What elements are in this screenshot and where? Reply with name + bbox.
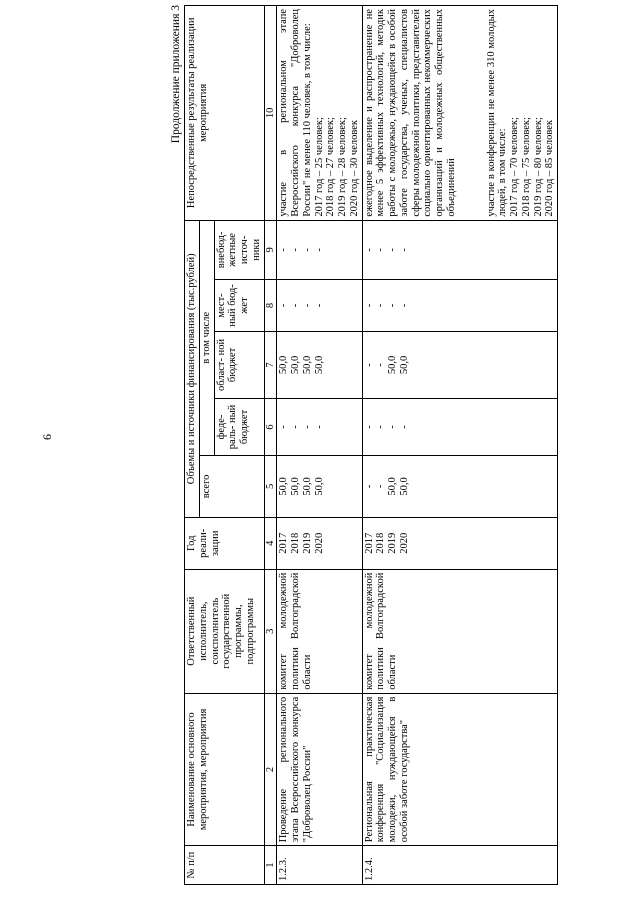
header-federal: феде- раль- ный бюджет [214, 399, 264, 456]
total-value: 50,0 [290, 477, 301, 496]
total-value: 50,0 [387, 477, 398, 496]
header-results: Непосредственные результаты реализации мероприятия [185, 6, 265, 221]
result-line: 2018 год – 75 человек; [520, 117, 532, 217]
year-value: 2018 [290, 532, 301, 554]
federal-value: - [290, 425, 301, 429]
index-cell: 2 [264, 693, 277, 846]
extra-value: - [363, 248, 375, 252]
extra-value: - [278, 248, 290, 252]
federal-value: - [398, 425, 410, 429]
regional-value: 50,0 [301, 355, 313, 375]
result-line: 2020 год – 85 человек [544, 119, 556, 217]
result-line: 2017 год – 70 человек; [509, 117, 520, 217]
regional-value: - [363, 363, 375, 367]
total-value: 50,0 [398, 477, 410, 496]
result-line: 2018 год – 27 человек; [325, 117, 337, 217]
header-regional: област- ной бюджет [214, 331, 264, 398]
page-number: 6 [40, 434, 54, 440]
year-value: 2020 [398, 532, 410, 554]
index-cell: 7 [264, 331, 277, 398]
program-table [184, 5, 558, 885]
extra-cell [362, 220, 558, 279]
event-name: Региональная практическая конференция "Социализация молодежи, нуждающейся в особой заботе государства" [362, 693, 558, 846]
index-cell: 8 [264, 280, 277, 332]
header-year: Год реали- зации [185, 517, 265, 569]
index-cell: 10 [264, 6, 277, 221]
index-cell: 5 [264, 455, 277, 517]
index-cell: 9 [264, 220, 277, 279]
local-cell [362, 280, 558, 332]
header-local: мест- ный бюд- жет [214, 280, 264, 332]
index-cell: 4 [264, 517, 277, 569]
years-cell [362, 517, 558, 569]
local-value: - [313, 303, 325, 308]
header-num: № п/п [185, 846, 265, 885]
table-row [277, 6, 362, 885]
federal-value: - [301, 425, 313, 429]
year-value: 2017 [363, 532, 375, 554]
header-executor: Ответственный исполнитель, соисполнитель государственной программы, подпрограммы [185, 569, 265, 693]
total-value: - [363, 484, 375, 489]
local-value: - [301, 303, 313, 308]
result-spacer [458, 9, 486, 217]
result-line: 2017 год – 25 человек; [313, 117, 325, 217]
column-index-row [264, 6, 277, 885]
local-value: - [387, 303, 398, 308]
row-number: 1.2.4. [362, 846, 558, 885]
header-name: Наименование основного мероприятия, мероприятия [185, 693, 265, 846]
executor: комитет молодежной политики Волгоградской области [362, 569, 558, 693]
total-value: 50,0 [278, 477, 290, 496]
federal-value: - [363, 425, 375, 429]
total-cell [277, 455, 362, 517]
extra-value: - [301, 248, 313, 252]
local-value: - [290, 303, 301, 308]
year-value: 2017 [278, 532, 290, 554]
extra-value: - [290, 248, 301, 252]
result-line: 2020 год – 30 человек [348, 119, 360, 217]
table-row [362, 6, 558, 885]
result-line: 2019 год – 28 человек; [337, 117, 348, 217]
header-including: в том числе [199, 220, 214, 455]
total-value: 50,0 [313, 477, 325, 496]
executor: комитет молодежной политики Волгоградской области [277, 569, 362, 693]
regional-value: 50,0 [313, 355, 325, 375]
regional-value: - [375, 363, 387, 367]
header-financing: Объемы и источники финансирования (тыс.рублей) [185, 220, 200, 517]
years-cell [277, 517, 362, 569]
regional-value: 50,0 [290, 355, 301, 375]
federal-cell [277, 399, 362, 456]
local-value: - [398, 303, 410, 308]
index-cell: 1 [264, 846, 277, 885]
regional-cell [277, 331, 362, 398]
row-number: 1.2.3. [277, 846, 362, 885]
local-value: - [363, 303, 375, 308]
regional-value: 50,0 [387, 355, 398, 375]
total-cell [362, 455, 558, 517]
year-value: 2019 [301, 532, 313, 554]
total-value: 50,0 [301, 477, 313, 496]
result-line: участие в региональном этапе Всероссийского конкурса "Доброволец России" не менее 110 человек, в том числе: [278, 9, 313, 217]
result-line: 2019 год – 80 человек; [532, 117, 544, 217]
extra-value: - [375, 248, 387, 252]
total-value: - [375, 484, 387, 489]
header-total: всего [199, 455, 264, 517]
extra-value: - [313, 248, 325, 252]
regional-value: 50,0 [398, 355, 410, 375]
index-cell: 3 [264, 569, 277, 693]
local-value: - [375, 303, 387, 308]
regional-cell [362, 331, 558, 398]
extra-value: - [398, 248, 410, 252]
index-cell: 6 [264, 399, 277, 456]
federal-value: - [375, 425, 387, 429]
rotated-page [170, 5, 630, 885]
regional-value: 50,0 [278, 355, 290, 375]
year-value: 2018 [375, 532, 387, 554]
federal-cell [362, 399, 558, 456]
local-value: - [278, 303, 290, 308]
year-value: 2020 [313, 532, 325, 554]
year-value: 2019 [387, 532, 398, 554]
appendix-subtitle: Продолжение приложения 3 [170, 5, 182, 144]
header-row-1 [185, 6, 200, 885]
event-name: Проведение регионального этапа Всероссийского конкурса "Доброволец России" [277, 693, 362, 846]
extra-cell [277, 220, 362, 279]
results-cell [362, 6, 558, 221]
result-line: участие в конференции не менее 310 молодых людей, в том числе: [485, 9, 509, 217]
header-extra: внебюд- жетные источ- ники [214, 220, 264, 279]
result-paragraph: ежегодное выделение и распространение не менее 5 эффективных технологий, методик работы с молодежью, нуждающейся в особой заботе государства, ученых, специалистов сферы молодежной политики, представителей социально ориентированных некоммерческих организаций и молодежных общественных объединений [363, 9, 457, 217]
results-cell [277, 6, 362, 221]
federal-value: - [313, 425, 325, 429]
extra-value: - [387, 248, 398, 252]
federal-value: - [278, 425, 290, 429]
federal-value: - [387, 425, 398, 429]
local-cell [277, 280, 362, 332]
